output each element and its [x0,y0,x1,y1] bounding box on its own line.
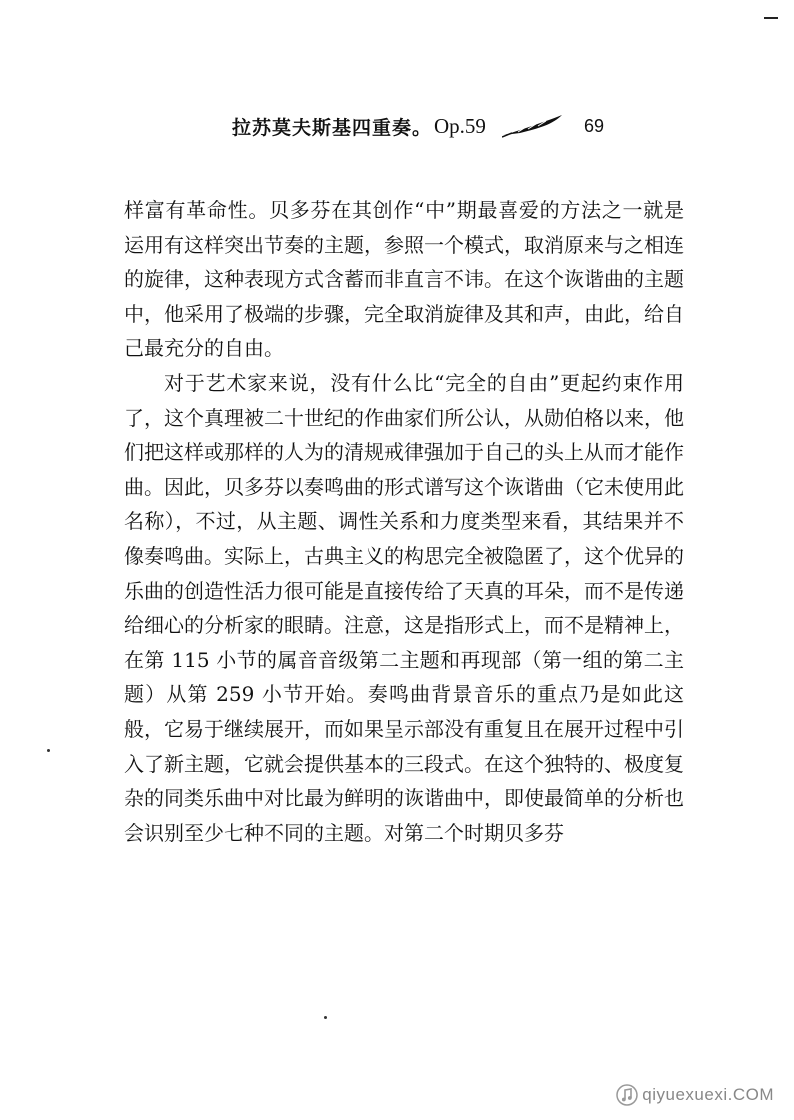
opus-number: Op.59 [434,113,486,138]
corner-crop-mark [764,17,778,19]
scan-speck [47,749,50,752]
running-title: 拉苏莫夫斯基四重奏。 [232,116,433,139]
body-text [124,193,684,850]
quill-pen-icon [502,114,564,138]
watermark-text: qiyuexuexi.COM [642,1085,774,1104]
running-header [232,108,604,144]
paragraph-continued: 样富有革命性。贝多芬在其创作“中”期最喜爱的方法之一就是运用有这样突出节奏的主题，参照一个模式，取消原来与之相连的旋律，这种表现方式含蓄而非直言不讳。在这个诙谐曲的主题中，他采用了极端的步骤，完全取消旋律及其和声，由此，给自己最充分的自由。 [124,198,684,361]
scan-speck [324,1016,327,1019]
page-number: 69 [583,115,604,136]
music-note-logo-icon [616,1084,638,1106]
watermark [616,1084,774,1106]
paragraph: 对于艺术家来说，没有什么比“完全的自由”更起约束作用了，这个真理被二十世纪的作曲家们所公认，从勋伯格以来，他们把这样或那样的人为的清规戒律强加于自己的头上从而才能作曲。因此，贝多芬以奏鸣曲的形式谱写这个诙谐曲（它未使用此名称），不过，从主题、调性关系和力度类型来看，其结果并不像奏鸣曲。实际上，古典主义的构思完全被隐匿了，这个优异的乐曲的创造性活力很可能是直接传给了天真的耳朵，而不是传递给细心的分析家的眼睛。注意，这是指形式上，而不是精神上，在第 115 小节的属音音级第二主题和再现部（第一组的第二主题）从第 259 小节开始。奏鸣曲背景音乐的重点乃是如此这般，它易于继续展开，而如果呈示部没有重复且在展开过程中引入了新主题，它就会提供基本的三段式。在这个独特的、极度复杂的同类乐曲中对比最为鲜明的诙谐曲中，即使最简单的分析也会识别至少七种不同的主题。对第二个时期贝多芬 [124,370,684,845]
